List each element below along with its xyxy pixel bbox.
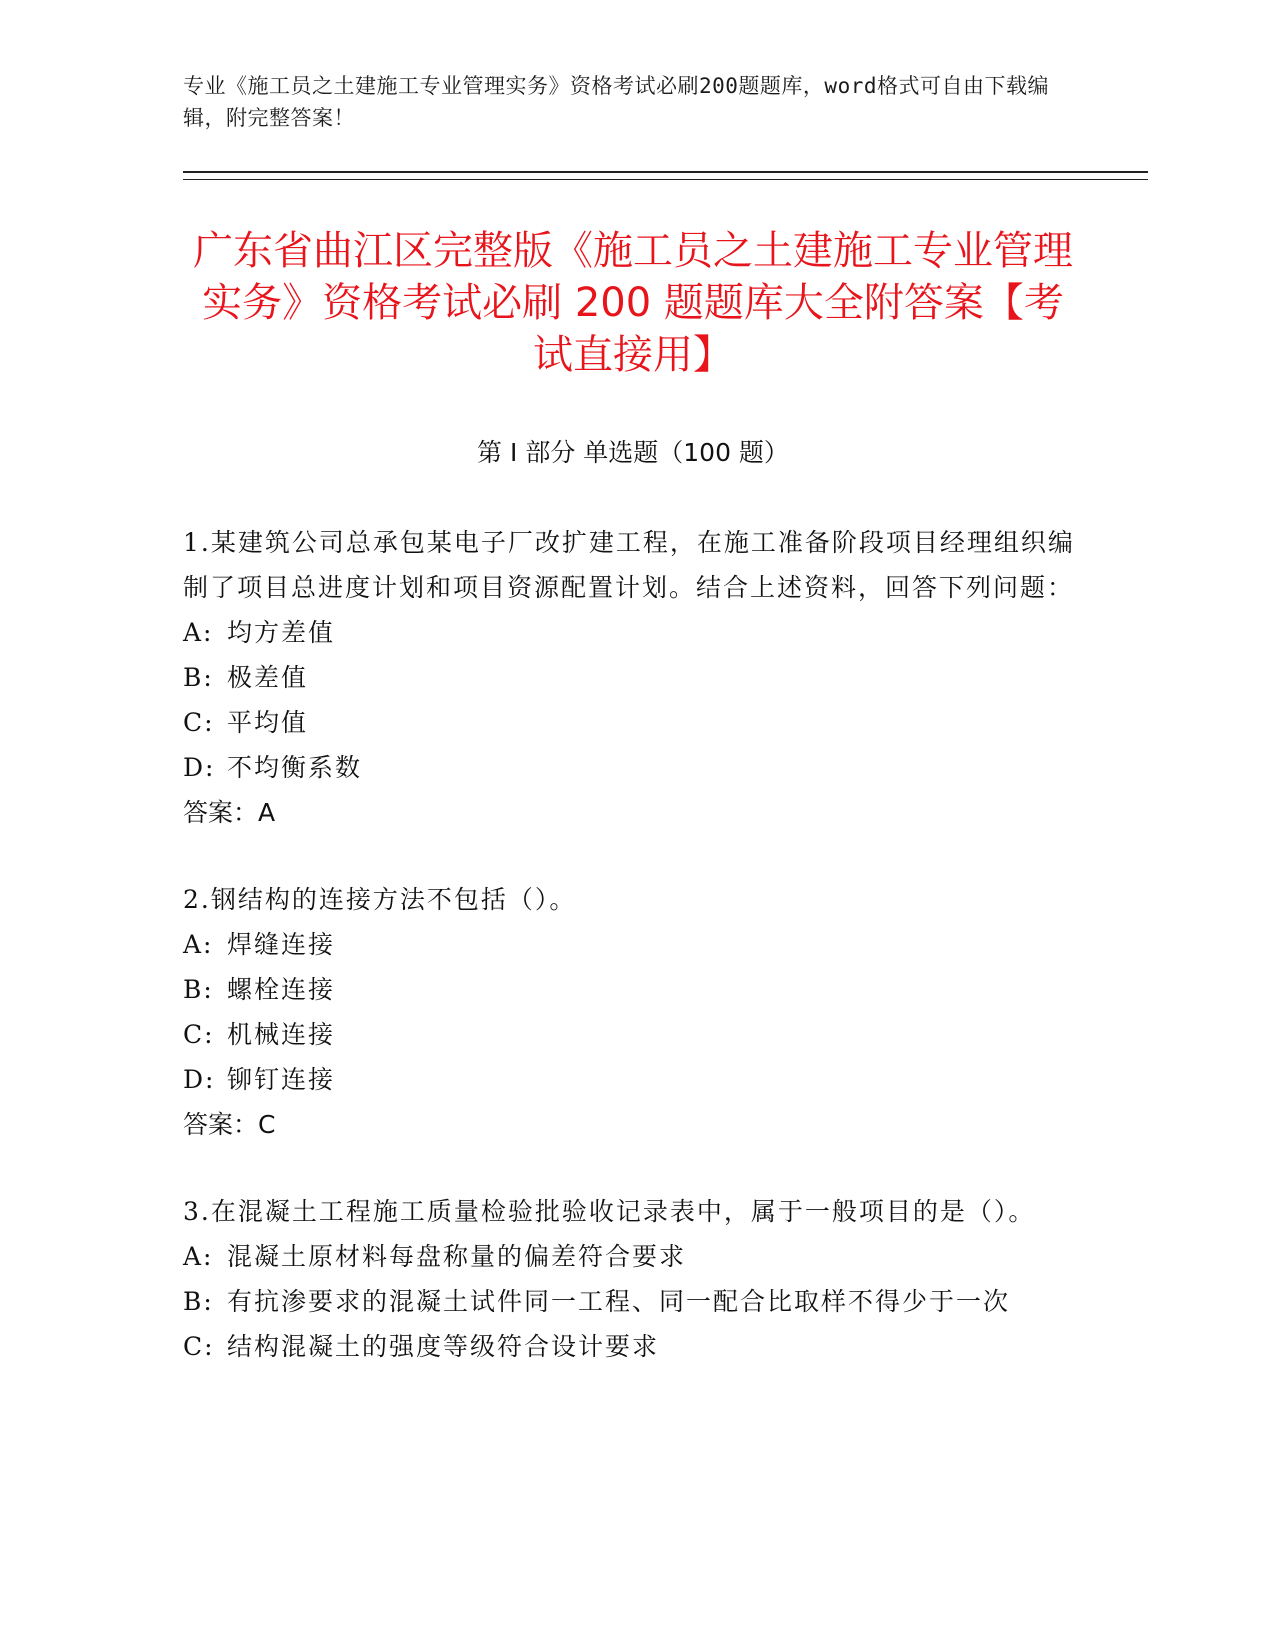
option-a <box>183 1234 1078 1279</box>
header-note: 专业《施工员之土建施工专业管理实务》资格考试必刷200题题库，word格式可自由下载编辑，附完整答案！ <box>183 74 1049 130</box>
option-b <box>183 1279 1078 1324</box>
option-text: 平均值 <box>227 708 309 737</box>
header-rule-thin <box>183 179 1148 180</box>
option-letter: A: <box>183 618 214 647</box>
option-letter: B: <box>183 975 214 1004</box>
option-d <box>183 1057 1078 1102</box>
question-stem: 3.在混凝土工程施工质量检验批验收记录表中，属于一般项目的是（）。 <box>183 1197 1036 1226</box>
question-list <box>183 520 1078 1411</box>
option-b <box>183 655 1078 700</box>
option-text: 螺栓连接 <box>227 975 336 1004</box>
answer: 答案：A <box>183 798 276 827</box>
option-text: 混凝土原材料每盘称量的偏差符合要求 <box>227 1242 687 1271</box>
option-letter: A: <box>183 930 214 959</box>
question-2 <box>183 877 1078 1147</box>
option-a <box>183 922 1078 967</box>
option-text: 铆钉连接 <box>227 1065 336 1094</box>
option-d <box>183 745 1078 790</box>
option-letter: C: <box>183 708 215 737</box>
option-letter: B: <box>183 1287 214 1316</box>
option-letter: A: <box>183 1242 214 1271</box>
answer: 答案：C <box>183 1110 276 1139</box>
option-c <box>183 700 1078 745</box>
question-3 <box>183 1189 1078 1369</box>
header-rule-thick <box>183 171 1148 173</box>
option-c <box>183 1012 1078 1057</box>
option-b <box>183 967 1078 1012</box>
option-text: 均方差值 <box>227 618 336 647</box>
question-stem: 2.钢结构的连接方法不包括（）。 <box>183 885 577 914</box>
option-text: 结构混凝土的强度等级符合设计要求 <box>227 1332 660 1361</box>
option-text: 不均衡系数 <box>227 753 363 782</box>
section-title: 第 I 部分 单选题（100 题） <box>477 438 789 467</box>
option-text: 有抗渗要求的混凝土试件同一工程、同一配合比取样不得少于一次 <box>227 1287 1011 1316</box>
option-letter: B: <box>183 663 214 692</box>
option-text: 焊缝连接 <box>227 930 336 959</box>
question-1 <box>183 520 1078 835</box>
option-letter: C: <box>183 1020 215 1049</box>
option-text: 极差值 <box>227 663 309 692</box>
option-letter: D: <box>183 1065 216 1094</box>
option-c <box>183 1324 1078 1369</box>
question-stem: 1.某建筑公司总承包某电子厂改扩建工程，在施工准备阶段项目经理组织编制了项目总进度计划和项目资源配置计划。结合上述资料，回答下列问题： <box>183 528 1075 602</box>
document-title: 广东省曲江区完整版《施工员之土建施工专业管理实务》资格考试必刷 200 题题库大全附答案【考试直接用】 <box>193 228 1073 378</box>
option-text: 机械连接 <box>227 1020 336 1049</box>
option-letter: C: <box>183 1332 215 1361</box>
option-a <box>183 610 1078 655</box>
option-letter: D: <box>183 753 216 782</box>
